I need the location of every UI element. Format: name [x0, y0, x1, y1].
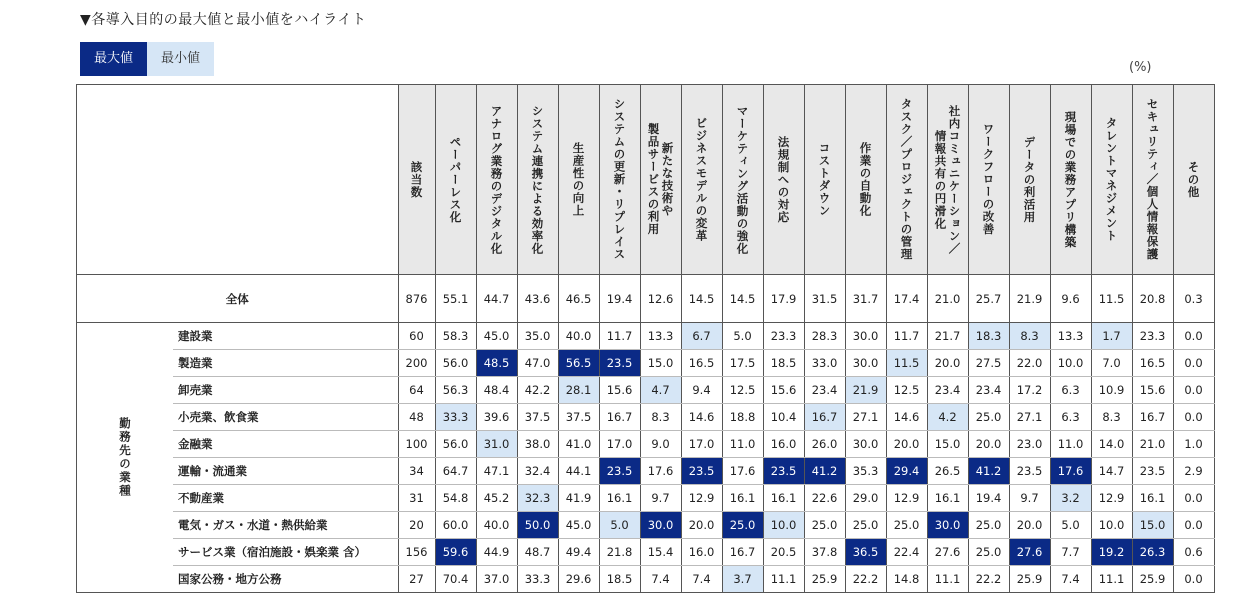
table-cell: 48.4 — [476, 377, 517, 404]
table-cell: 21.8 — [599, 539, 640, 566]
row-label: 卸売業 — [173, 377, 398, 404]
table-cell: 10.9 — [1091, 377, 1132, 404]
column-header-label: 作業の自動化 — [858, 142, 873, 217]
column-header-label: システムの更新・リプレイス — [612, 98, 627, 261]
column-header-label: タレントマネジメント — [1104, 117, 1119, 242]
table-cell: 56.3 — [435, 377, 476, 404]
total-cell: 44.7 — [476, 275, 517, 323]
table-cell: 44.9 — [476, 539, 517, 566]
table-cell: 35.3 — [845, 458, 886, 485]
table-cell: 37.5 — [558, 404, 599, 431]
table-row — [77, 377, 1215, 404]
total-cell: 11.5 — [1091, 275, 1132, 323]
table-cell: 20.0 — [681, 512, 722, 539]
table-cell: 12.9 — [1091, 485, 1132, 512]
table-cell: 19.2 — [1091, 539, 1132, 566]
table-cell: 0.0 — [1173, 512, 1214, 539]
table-cell: 17.6 — [1050, 458, 1091, 485]
table-cell: 2.9 — [1173, 458, 1214, 485]
column-header-label: 社内コミュニケーション／ 情報共有の円滑化 — [933, 104, 962, 255]
table-cell: 22.2 — [845, 566, 886, 593]
table-cell: 50.0 — [517, 512, 558, 539]
table-cell: 25.0 — [968, 512, 1009, 539]
table-cell: 33.0 — [804, 350, 845, 377]
table-cell: 30.0 — [845, 350, 886, 377]
table-cell: 27.1 — [845, 404, 886, 431]
table-cell: 25.0 — [968, 539, 1009, 566]
table-cell: 12.5 — [722, 377, 763, 404]
table-cell: 26.0 — [804, 431, 845, 458]
table-cell: 45.2 — [476, 485, 517, 512]
table-cell: 10.0 — [763, 512, 804, 539]
table-cell: 8.3 — [1091, 404, 1132, 431]
table-cell: 42.2 — [517, 377, 558, 404]
table-cell: 12.9 — [681, 485, 722, 512]
table-cell: 20.0 — [968, 431, 1009, 458]
table-cell: 21.9 — [845, 377, 886, 404]
column-header-label: 現場での業務アプリ構築 — [1063, 110, 1078, 249]
table-cell: 9.4 — [681, 377, 722, 404]
column-header-label: セキュリティ／個人情報保護 — [1145, 98, 1160, 261]
table-cell: 16.7 — [1132, 404, 1173, 431]
table-cell: 0.0 — [1173, 377, 1214, 404]
column-header — [1132, 85, 1173, 275]
table-cell: 27.5 — [968, 350, 1009, 377]
table-cell: 29.4 — [886, 458, 927, 485]
total-cell: 55.1 — [435, 275, 476, 323]
table-cell: 27.6 — [927, 539, 968, 566]
table-cell: 6.3 — [1050, 404, 1091, 431]
table-cell: 18.5 — [763, 350, 804, 377]
total-label: 全体 — [77, 275, 399, 323]
table-cell: 60 — [398, 323, 435, 350]
table-cell: 25.0 — [968, 404, 1009, 431]
table-cell: 16.1 — [1132, 485, 1173, 512]
column-header-label: マーケティング活動の強化 — [735, 104, 750, 255]
table-cell: 23.4 — [968, 377, 1009, 404]
column-header — [599, 85, 640, 275]
table-cell: 40.0 — [558, 323, 599, 350]
table-cell: 20.0 — [1009, 512, 1050, 539]
table-cell: 47.0 — [517, 350, 558, 377]
header-row — [77, 85, 1215, 275]
table-cell: 11.1 — [763, 566, 804, 593]
table-cell: 16.7 — [722, 539, 763, 566]
unit-label: (%) — [1129, 60, 1152, 75]
column-header-label: 新たな技術や 製品サービスの利用 — [646, 123, 675, 236]
row-label: 建設業 — [173, 323, 398, 350]
table-cell: 54.8 — [435, 485, 476, 512]
table-cell: 5.0 — [599, 512, 640, 539]
column-header — [845, 85, 886, 275]
table-cell: 30.0 — [845, 323, 886, 350]
table-cell: 41.2 — [804, 458, 845, 485]
table-cell: 44.1 — [558, 458, 599, 485]
table-cell: 23.4 — [804, 377, 845, 404]
table-cell: 59.6 — [435, 539, 476, 566]
table-cell: 200 — [398, 350, 435, 377]
table-cell: 15.6 — [763, 377, 804, 404]
column-header-label: その他 — [1186, 160, 1201, 199]
table-cell: 0.6 — [1173, 539, 1214, 566]
table-cell: 39.6 — [476, 404, 517, 431]
row-label: 電気・ガス・水道・熱供給業 — [173, 512, 398, 539]
table-cell: 10.4 — [763, 404, 804, 431]
table-cell: 16.5 — [681, 350, 722, 377]
table-cell: 30.0 — [640, 512, 681, 539]
table-cell: 21.0 — [1132, 431, 1173, 458]
table-cell: 0.0 — [1173, 323, 1214, 350]
total-cell: 17.4 — [886, 275, 927, 323]
table-row — [77, 566, 1215, 593]
table-cell: 16.0 — [763, 431, 804, 458]
column-header-label: タスク／プロジェクトの管理 — [899, 98, 914, 261]
table-cell: 14.8 — [886, 566, 927, 593]
page-title: ▼各導入目的の最大値と最小値をハイライト — [80, 12, 367, 28]
table-cell: 41.2 — [968, 458, 1009, 485]
column-header — [1091, 85, 1132, 275]
table-cell: 38.0 — [517, 431, 558, 458]
table-row — [77, 404, 1215, 431]
row-label: 製造業 — [173, 350, 398, 377]
table-cell: 17.5 — [722, 350, 763, 377]
table-cell: 15.0 — [640, 350, 681, 377]
table-cell: 12.5 — [886, 377, 927, 404]
table-cell: 25.0 — [845, 512, 886, 539]
table-cell: 30.0 — [927, 512, 968, 539]
table-cell: 10.0 — [1050, 350, 1091, 377]
column-header-label: コストダウン — [817, 142, 832, 217]
total-cell: 12.6 — [640, 275, 681, 323]
column-header-label: ワークフローの改善 — [981, 123, 996, 236]
total-cell: 19.4 — [599, 275, 640, 323]
table-cell: 11.1 — [1091, 566, 1132, 593]
table-cell: 0.0 — [1173, 485, 1214, 512]
column-header — [1173, 85, 1214, 275]
table-cell: 21.7 — [927, 323, 968, 350]
table-cell: 17.2 — [1009, 377, 1050, 404]
column-header-label: ビジネスモデルの変革 — [694, 117, 709, 242]
table-cell: 16.1 — [763, 485, 804, 512]
row-label: 不動産業 — [173, 485, 398, 512]
table-cell: 27.1 — [1009, 404, 1050, 431]
total-cell: 21.9 — [1009, 275, 1050, 323]
table-cell: 7.7 — [1050, 539, 1091, 566]
table-cell: 9.0 — [640, 431, 681, 458]
table-cell: 11.7 — [886, 323, 927, 350]
table-cell: 17.6 — [722, 458, 763, 485]
table-cell: 9.7 — [640, 485, 681, 512]
table-cell: 23.3 — [763, 323, 804, 350]
table-cell: 31 — [398, 485, 435, 512]
table-row — [77, 431, 1215, 458]
table-cell: 5.0 — [1050, 512, 1091, 539]
table-cell: 20.0 — [886, 431, 927, 458]
table-cell: 37.0 — [476, 566, 517, 593]
table-cell: 13.3 — [640, 323, 681, 350]
table-cell: 14.7 — [1091, 458, 1132, 485]
table-cell: 31.0 — [476, 431, 517, 458]
column-header — [398, 85, 435, 275]
table-cell: 32.3 — [517, 485, 558, 512]
table-cell: 11.0 — [1050, 431, 1091, 458]
column-header-label: 該当数 — [409, 160, 424, 199]
table-cell: 20 — [398, 512, 435, 539]
column-header-label: ペーパーレス化 — [448, 135, 463, 224]
table-row — [77, 323, 1215, 350]
header-corner — [77, 85, 399, 275]
table-cell: 5.0 — [722, 323, 763, 350]
table-cell: 17.0 — [599, 431, 640, 458]
table-cell: 25.0 — [804, 512, 845, 539]
table-cell: 0.0 — [1173, 350, 1214, 377]
column-header-label: システム連携による効率化 — [530, 104, 545, 255]
table-cell: 26.3 — [1132, 539, 1173, 566]
table-cell: 48 — [398, 404, 435, 431]
table-row — [77, 485, 1215, 512]
total-cell: 31.5 — [804, 275, 845, 323]
table-cell: 22.2 — [968, 566, 1009, 593]
column-header — [476, 85, 517, 275]
table-cell: 37.8 — [804, 539, 845, 566]
row-label: サービス業（宿泊施設・娯楽業 含） — [173, 539, 398, 566]
table-cell: 35.0 — [517, 323, 558, 350]
table-cell: 56.0 — [435, 350, 476, 377]
table-cell: 47.1 — [476, 458, 517, 485]
table-cell: 26.5 — [927, 458, 968, 485]
table-cell: 16.7 — [804, 404, 845, 431]
column-header — [517, 85, 558, 275]
table-cell: 13.3 — [1050, 323, 1091, 350]
table-cell: 19.4 — [968, 485, 1009, 512]
table-cell: 6.7 — [681, 323, 722, 350]
row-label: 国家公務・地方公務 — [173, 566, 398, 593]
table-row — [77, 512, 1215, 539]
total-cell: 17.9 — [763, 275, 804, 323]
row-label: 金融業 — [173, 431, 398, 458]
table-cell: 11.1 — [927, 566, 968, 593]
table-cell: 11.7 — [599, 323, 640, 350]
table-cell: 15.6 — [1132, 377, 1173, 404]
legend-max: 最大値 — [80, 42, 147, 76]
table-cell: 36.5 — [845, 539, 886, 566]
total-cell: 20.8 — [1132, 275, 1173, 323]
table-cell: 45.0 — [558, 512, 599, 539]
table-cell: 4.7 — [640, 377, 681, 404]
column-header — [1009, 85, 1050, 275]
row-label: 小売業、飲食業 — [173, 404, 398, 431]
table-cell: 3.7 — [722, 566, 763, 593]
table-cell: 33.3 — [435, 404, 476, 431]
table-cell: 3.2 — [1050, 485, 1091, 512]
table-cell: 18.3 — [968, 323, 1009, 350]
group-label: 勤務先の業種 — [77, 323, 174, 593]
table-cell: 23.4 — [927, 377, 968, 404]
table-cell: 23.3 — [1132, 323, 1173, 350]
table-cell: 15.0 — [927, 431, 968, 458]
column-header — [722, 85, 763, 275]
total-cell: 876 — [398, 275, 435, 323]
table-cell: 25.9 — [1132, 566, 1173, 593]
table-cell: 60.0 — [435, 512, 476, 539]
table-cell: 23.5 — [763, 458, 804, 485]
table-cell: 41.0 — [558, 431, 599, 458]
table-cell: 14.0 — [1091, 431, 1132, 458]
table-cell: 14.6 — [886, 404, 927, 431]
table-cell: 27 — [398, 566, 435, 593]
column-header — [968, 85, 1009, 275]
column-header — [640, 85, 681, 275]
table-cell: 23.5 — [681, 458, 722, 485]
table-cell: 7.4 — [1050, 566, 1091, 593]
legend — [80, 42, 214, 76]
table-cell: 17.0 — [681, 431, 722, 458]
table-cell: 37.5 — [517, 404, 558, 431]
column-header-label: 生産性の向上 — [571, 142, 586, 217]
table-cell: 17.6 — [640, 458, 681, 485]
column-header — [927, 85, 968, 275]
table-cell: 64 — [398, 377, 435, 404]
table-cell: 29.0 — [845, 485, 886, 512]
table-cell: 12.9 — [886, 485, 927, 512]
table-cell: 34 — [398, 458, 435, 485]
total-cell: 0.3 — [1173, 275, 1214, 323]
table-cell: 15.4 — [640, 539, 681, 566]
table-cell: 16.7 — [599, 404, 640, 431]
table-cell: 11.5 — [886, 350, 927, 377]
table-cell: 15.0 — [1132, 512, 1173, 539]
table-cell: 45.0 — [476, 323, 517, 350]
total-cell: 46.5 — [558, 275, 599, 323]
total-cell: 14.5 — [722, 275, 763, 323]
total-cell: 31.7 — [845, 275, 886, 323]
table-cell: 4.2 — [927, 404, 968, 431]
table-cell: 23.5 — [599, 458, 640, 485]
column-header — [886, 85, 927, 275]
table-cell: 1.7 — [1091, 323, 1132, 350]
table-cell: 48.7 — [517, 539, 558, 566]
table-cell: 20.5 — [763, 539, 804, 566]
table-cell: 22.0 — [1009, 350, 1050, 377]
table-cell: 156 — [398, 539, 435, 566]
legend-min: 最小値 — [147, 42, 214, 76]
table-cell: 16.1 — [599, 485, 640, 512]
total-row — [77, 275, 1215, 323]
table-cell: 0.0 — [1173, 566, 1214, 593]
table-row — [77, 458, 1215, 485]
total-cell: 14.5 — [681, 275, 722, 323]
table-cell: 22.6 — [804, 485, 845, 512]
table-cell: 70.4 — [435, 566, 476, 593]
column-header-label: データの利活用 — [1022, 135, 1037, 224]
table-cell: 41.9 — [558, 485, 599, 512]
total-cell: 25.7 — [968, 275, 1009, 323]
table-cell: 40.0 — [476, 512, 517, 539]
table-cell: 1.0 — [1173, 431, 1214, 458]
table-cell: 27.6 — [1009, 539, 1050, 566]
table-cell: 18.8 — [722, 404, 763, 431]
table-cell: 100 — [398, 431, 435, 458]
table-cell: 48.5 — [476, 350, 517, 377]
table-cell: 28.3 — [804, 323, 845, 350]
table-cell: 33.3 — [517, 566, 558, 593]
total-cell: 21.0 — [927, 275, 968, 323]
table-cell: 23.5 — [1132, 458, 1173, 485]
table-cell: 16.1 — [927, 485, 968, 512]
table-cell: 30.0 — [845, 431, 886, 458]
column-header — [558, 85, 599, 275]
table-cell: 11.0 — [722, 431, 763, 458]
table-row — [77, 350, 1215, 377]
table-cell: 25.9 — [804, 566, 845, 593]
table-cell: 9.7 — [1009, 485, 1050, 512]
table-cell: 56.0 — [435, 431, 476, 458]
table-cell: 14.6 — [681, 404, 722, 431]
total-cell: 9.6 — [1050, 275, 1091, 323]
column-header — [804, 85, 845, 275]
table-cell: 20.0 — [927, 350, 968, 377]
table-cell: 7.4 — [640, 566, 681, 593]
table-cell: 23.5 — [599, 350, 640, 377]
table-cell: 15.6 — [599, 377, 640, 404]
total-cell: 43.6 — [517, 275, 558, 323]
table-cell: 10.0 — [1091, 512, 1132, 539]
column-header-label: 法規制への対応 — [776, 135, 791, 224]
table-cell: 8.3 — [640, 404, 681, 431]
column-header-label: アナログ業務のデジタル化 — [489, 104, 504, 255]
table-cell: 6.3 — [1050, 377, 1091, 404]
column-header — [435, 85, 476, 275]
table-row — [77, 539, 1215, 566]
table-cell: 8.3 — [1009, 323, 1050, 350]
column-header — [763, 85, 804, 275]
table-cell: 56.5 — [558, 350, 599, 377]
table-cell: 25.0 — [722, 512, 763, 539]
table-cell: 64.7 — [435, 458, 476, 485]
table-cell: 32.4 — [517, 458, 558, 485]
table-cell: 0.0 — [1173, 404, 1214, 431]
table-cell: 49.4 — [558, 539, 599, 566]
column-header — [1050, 85, 1091, 275]
table-cell: 23.0 — [1009, 431, 1050, 458]
results-table — [76, 84, 1215, 593]
table-cell: 18.5 — [599, 566, 640, 593]
table-cell: 25.0 — [886, 512, 927, 539]
table-cell: 28.1 — [558, 377, 599, 404]
table-cell: 16.0 — [681, 539, 722, 566]
table-cell: 29.6 — [558, 566, 599, 593]
table-cell: 16.1 — [722, 485, 763, 512]
row-label: 運輸・流通業 — [173, 458, 398, 485]
column-header — [681, 85, 722, 275]
table-cell: 58.3 — [435, 323, 476, 350]
table-cell: 22.4 — [886, 539, 927, 566]
table-cell: 7.4 — [681, 566, 722, 593]
table-cell: 25.9 — [1009, 566, 1050, 593]
table-cell: 23.5 — [1009, 458, 1050, 485]
table-cell: 7.0 — [1091, 350, 1132, 377]
table-cell: 16.5 — [1132, 350, 1173, 377]
